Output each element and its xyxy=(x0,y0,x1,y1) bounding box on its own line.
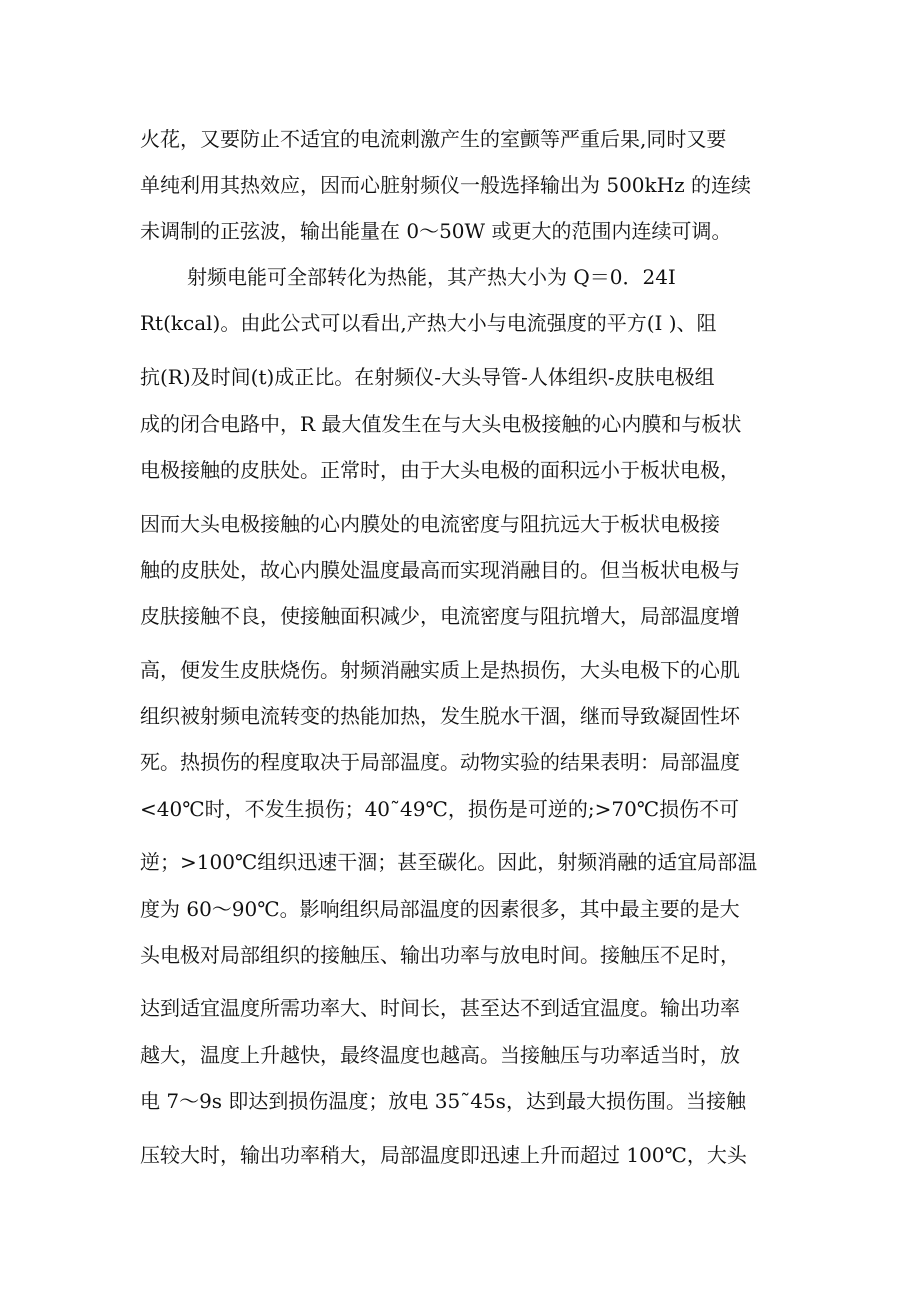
text-line: 因而大头电极接触的心内膜处的电流密度与阻抗远大于板状电极接 xyxy=(140,512,720,536)
text-line: 抗(R)及时间(t)成正比。在射频仪-大头导管-人体组织-皮肤电极组 xyxy=(140,365,715,389)
text-line: 压较大时，输出功率稍大，局部温度即迅速上升而超过 100℃，大头 xyxy=(140,1143,747,1167)
text-line: 未调制的正弦波，输出能量在 0～50W 或更大的范围内连续可调。 xyxy=(140,219,732,243)
text-line: 皮肤接触不良，使接触面积减少，电流密度与阻抗增大，局部温度增 xyxy=(140,604,740,628)
text-line: 高，便发生皮肤烧伤。射频消融实质上是热损伤，大头电极下的心肌 xyxy=(140,658,740,682)
text-line: 电极接触的皮肤处。正常时，由于大头电极的面积远小于板状电极， xyxy=(140,458,740,482)
text-line: <40℃时，不发生损伤；40˜49℃，损伤是可逆的;>70℃损伤不可 xyxy=(140,797,740,821)
text-line: 逆；>100℃组织迅速干涸；甚至碳化。因此，射频消融的适宜局部温 xyxy=(140,850,758,874)
text-line: 越大，温度上升越快，最终温度也越高。当接触压与功率适当时，放 xyxy=(140,1043,740,1067)
text-line: 触的皮肤处，故心内膜处温度最高而实现消融目的。但当板状电极与 xyxy=(140,558,740,582)
text-line: 射频电能可全部转化为热能，其产热大小为 Q＝0．24I xyxy=(187,265,676,289)
text-line: 电 7～9s 即达到损伤温度；放电 35˜45s，达到最大损伤围。当接触 xyxy=(140,1089,746,1113)
text-line: 头电极对局部组织的接触压、输出功率与放电时间。接触压不足时， xyxy=(140,943,740,967)
text-line: Rt(kcal)。由此公式可以看出,产热大小与电流强度的平方(I )、阻 xyxy=(140,311,717,335)
text-line: 成的闭合电路中，R 最大值发生在与大头电极接触的心内膜和与板状 xyxy=(140,412,742,436)
text-line: 死。热损伤的程度取决于局部温度。动物实验的结果表明：局部温度 xyxy=(140,750,740,774)
text-line: 单纯利用其热效应，因而心脏射频仪一般选择输出为 500kHz 的连续 xyxy=(140,173,751,197)
text-line: 火花，又要防止不适宜的电流刺激产生的室颤等严重后果,同时又要 xyxy=(140,127,727,151)
text-line: 组织被射频电流转变的热能加热，发生脱水干涸，继而导致凝固性坏 xyxy=(140,704,740,728)
text-line: 度为 60～90℃。影响组织局部温度的因素很多，其中最主要的是大 xyxy=(140,897,740,921)
text-line: 达到适宜温度所需功率大、时间长，甚至达不到适宜温度。输出功率 xyxy=(140,996,740,1020)
